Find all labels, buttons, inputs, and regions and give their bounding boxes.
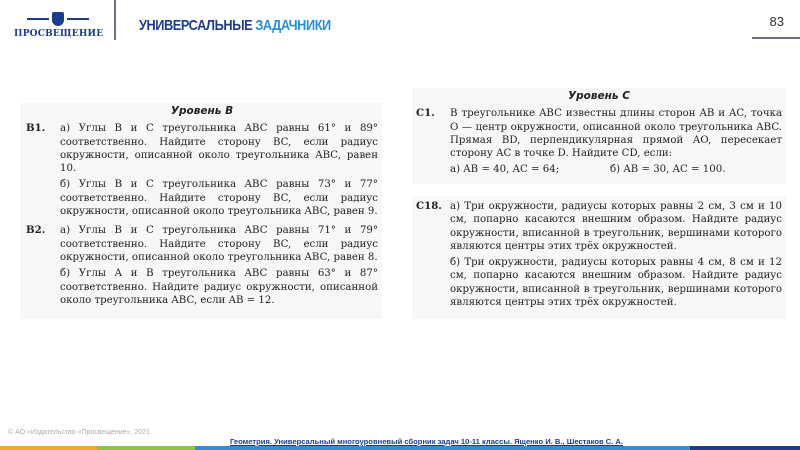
footer-bar-orange [0, 446, 97, 450]
level-b-title: Уровень B [170, 105, 234, 117]
task-number: B1. [26, 122, 46, 135]
task-c1 [416, 107, 782, 176]
level-c-title: Уровень C [568, 90, 630, 102]
task-c18 [416, 200, 782, 312]
task-number: C1. [416, 107, 435, 120]
level-c-panel [412, 88, 786, 184]
series-title-part1: УНИВЕРСАЛЬНЫЕ [139, 17, 253, 34]
task-part: В треугольнике ABC известны длины сторон AB и AC, точка O — центр окружности, описанной около треугольника ABC. Прямая BD, перпендикулярная прямой AO, пересекает сторону AC в точке D. Найдите CD, если: [450, 108, 782, 160]
header-divider [114, 0, 116, 40]
task-part: а) Три окружности, радиусы которых равны 2 см, 3 см и 10 см, попарно касаются внешним образом. Найдите радиус окружности, вписанной в треугольник, вершинами которого являются центры этих трёх окружностей. [450, 201, 782, 252]
footer-bar-navy [690, 446, 800, 450]
task-part: б) Углы B и C треугольника ABC равны 73° и 77° соответственно. Найдите сторону BC, если радиус окружности, описанной около треугольника ABC, равен 9. [60, 179, 378, 218]
logo-shield-icon [52, 12, 64, 26]
source-link[interactable]: Геометрия. Универсальный многоуровневый сборник задач 10-11 классы. Ященко И. В., Шестаков С. А. [230, 437, 624, 446]
task-option: б) AB = 30, AC = 100. [610, 164, 726, 176]
task-b2 [26, 224, 378, 310]
logo-text: ПРОСВЕЩЕНИЕ [14, 29, 104, 39]
task-part: б) Три окружности, радиусы которых равны 4 см, 8 см и 12 см, попарно касаются внешним образом. Найдите радиус окружности, вписанной в треугольник, вершинами которого являются центры этих трёх окружностей. [450, 257, 782, 309]
prosveshchenie-logo [14, 12, 102, 39]
copyright: © АО «Издательство «Просвещение», 2021 [8, 429, 150, 436]
footer-bar-green [97, 446, 195, 450]
task-part: а) Углы B и C треугольника ABC равны 61° и 89° соответственно. Найдите сторону BC, если радиус окружности, описанной около треугольника ABC, равен 10. [60, 123, 378, 175]
task-c18-panel [412, 196, 786, 319]
page-number-underline [752, 37, 800, 39]
series-title [139, 17, 331, 34]
footer-bar-blue [195, 446, 690, 450]
task-number: B2. [26, 224, 46, 237]
series-title-part2: ЗАДАЧНИКИ [255, 17, 331, 34]
task-part: б) Углы A и B треугольника ABC равны 63° и 87° соответственно. Найдите радиус окружности, описанной около треугольника ABC, если AB = 12. [60, 268, 378, 306]
task-option: а) AB = 40, AC = 64; [450, 164, 560, 176]
task-number: C18. [416, 200, 442, 212]
level-b-panel [20, 103, 382, 319]
task-b1 [26, 122, 378, 221]
task-part: а) Углы B и C треугольника ABC равны 71° и 79° соответственно. Найдите сторону BC, если радиус окружности, описанной около треугольника ABC, равен 8. [60, 225, 378, 263]
page-number: 83 [769, 14, 784, 29]
